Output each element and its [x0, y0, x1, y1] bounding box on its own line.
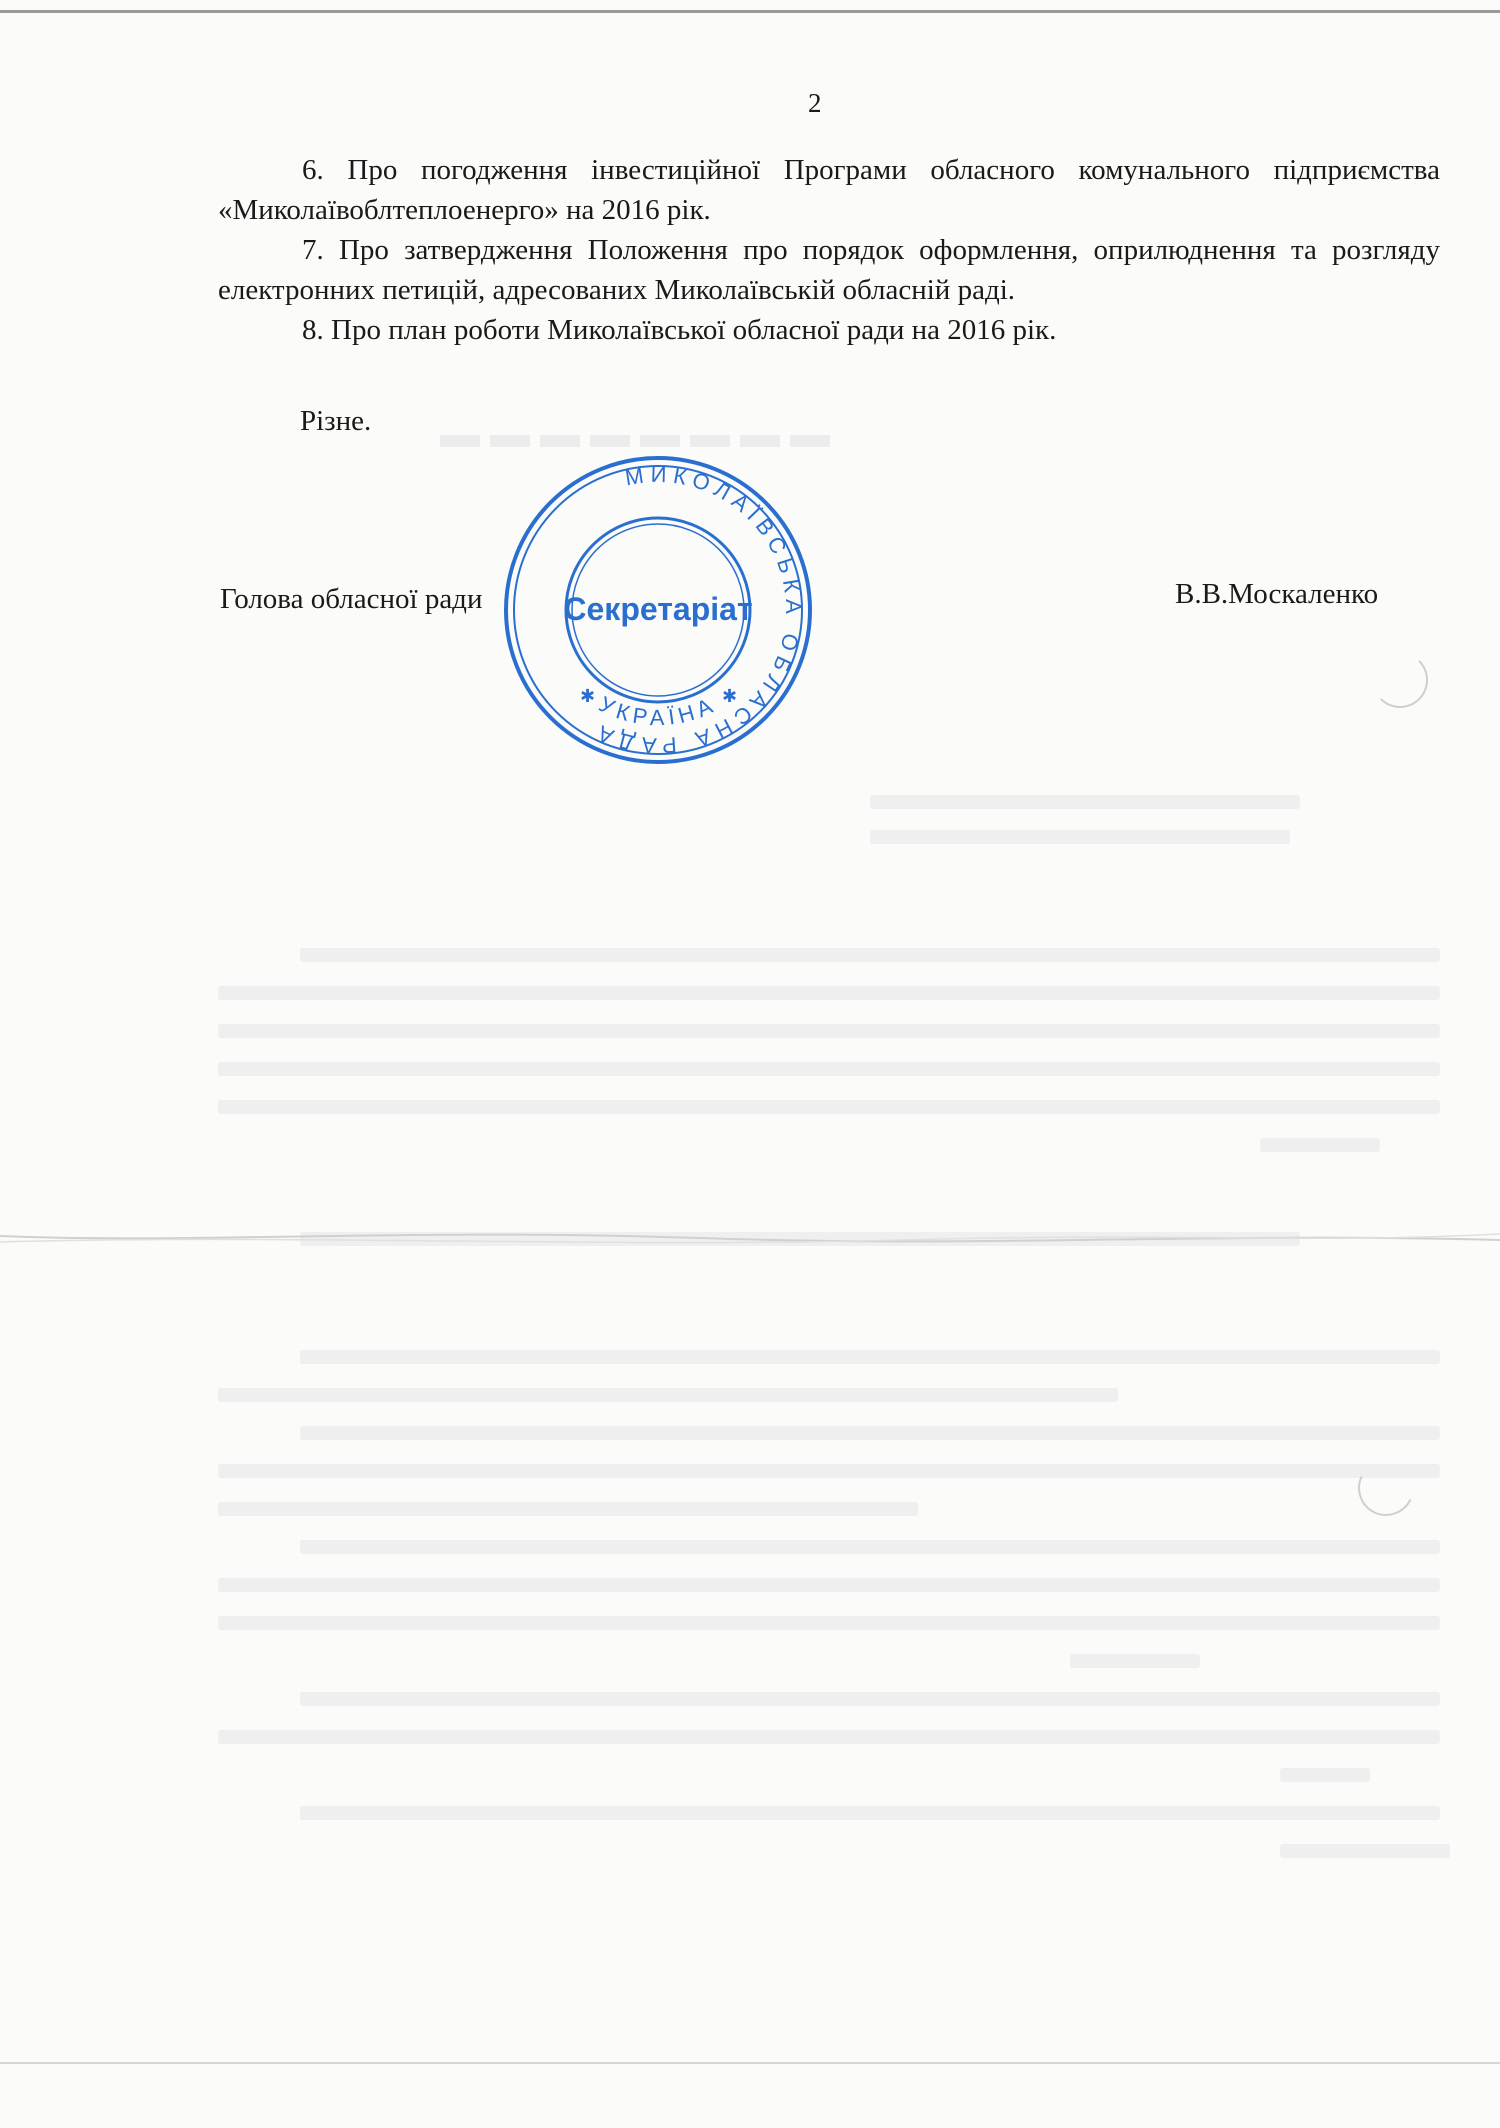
agenda-item: 7. Про затвердження Положення про порядок оформлення, оприлюднення та розгляду електронних петицій, адресованих Миколаївській обласній раді.: [218, 234, 1440, 306]
stamp-star-icon: ✱: [722, 686, 738, 706]
agenda-item: 8. Про план роботи Миколаївської обласної ради на 2016 рік.: [302, 314, 1057, 346]
page-number: 2: [808, 88, 822, 118]
reverse-side-heading-shape: ▬▬▬▬▬▬▬▬: [440, 411, 840, 456]
stamp-ring-text: МИКОЛАЇВСЬКА ОБЛАСНА РАДА: [588, 461, 807, 759]
scan-bottom-edge: [0, 2062, 1500, 2064]
stamp-star-icon: ✱: [580, 686, 596, 706]
stamp-country-text: УКРАЇНА: [595, 691, 721, 731]
agenda-list: [218, 150, 1440, 350]
paper-crease: [0, 1226, 1500, 1250]
stamp-center-text: Секретаріат: [563, 591, 753, 627]
signatory-position: Голова обласної ради: [220, 583, 483, 615]
agenda-item: 6. Про погодження інвестиційної Програми обласного комунального підприємства «Миколаївоблтеплоенерго» на 2016 рік.: [218, 154, 1440, 226]
punch-hole-mark: [1350, 1452, 1422, 1524]
official-stamp: [498, 450, 818, 770]
scan-top-edge: [0, 10, 1500, 13]
misc-item: Різне.: [300, 405, 372, 437]
punch-hole-mark: [1372, 652, 1428, 708]
signatory-name: В.В.Москаленко: [1175, 578, 1379, 610]
